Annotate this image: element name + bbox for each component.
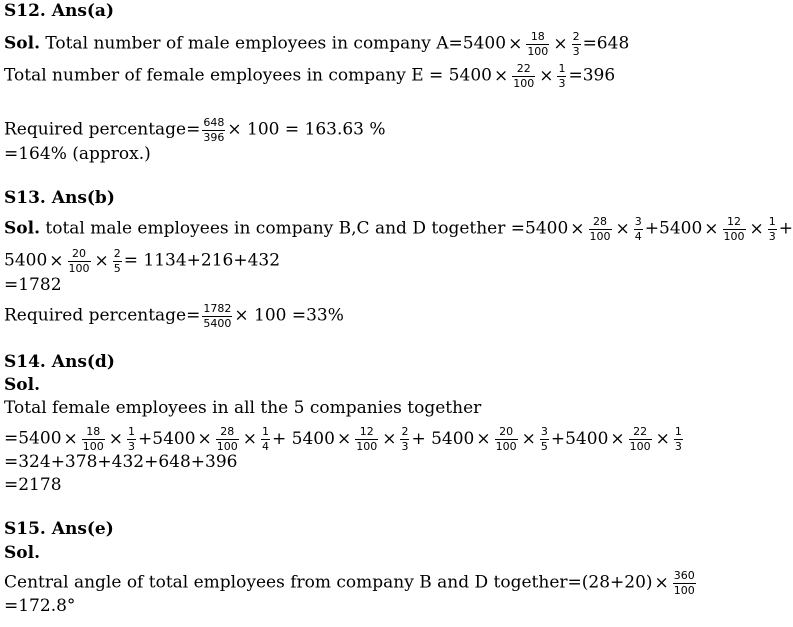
fraction: $\frac{1}{3}$ xyxy=(674,425,682,453)
fraction: $\frac{1}{3}$ xyxy=(128,425,136,453)
s14-line4: =2178 xyxy=(4,475,62,495)
s15-line2: =172.8° xyxy=(4,596,76,616)
s13-line3: =1782 xyxy=(4,275,62,295)
s13-line4: Required percentage= $\frac{1782}{5400}$ × 100 =33% xyxy=(4,302,344,330)
s14-line3: =324+378+432+648+396 xyxy=(4,452,238,472)
fraction: $\frac{18}{100}$ xyxy=(82,425,104,453)
s13-line1: Sol. total male employees in company B,C and D together =5400 × $\frac{28}{100}$ × $\frac{3}{4}$ +5400 × $\frac{12}{100}$ × $\frac{1}{3}$ + xyxy=(4,215,793,243)
fraction: $\frac{2}{3}$ xyxy=(401,425,409,453)
s13-sol-label: Sol. xyxy=(4,218,40,239)
s12-line1: Sol. Total number of male employees in company A=5400 × $\frac{18}{100}$ × $\frac{2}{3}$ =648 xyxy=(4,30,630,58)
s13-heading: S13. Ans(b) xyxy=(4,188,115,208)
fraction: $\frac{22}{100}$ xyxy=(629,425,651,453)
s12-heading: S12. Ans(a) xyxy=(4,1,114,21)
term-separator: + 5400 xyxy=(272,428,335,449)
term-separator: + 5400 xyxy=(411,428,475,449)
s14-heading: S14. Ans(d) xyxy=(4,352,115,372)
s15-sol-label: Sol. xyxy=(4,543,40,563)
fraction: $\frac{12}{100}$ xyxy=(356,425,378,453)
s12-line4: =164% (approx.) xyxy=(4,144,151,164)
fraction: $\frac{28}{100}$ xyxy=(216,425,238,453)
s14-line1: Total female employees in all the 5 companies together xyxy=(4,398,482,418)
s15-line1: Central angle of total employees from company B and D together=(28+20) × $\frac{360}{100}$ xyxy=(4,569,695,597)
fraction: $\frac{20}{100}$ xyxy=(495,425,517,453)
s14-line2: =5400 × $\frac{18}{100}$ × $\frac{1}{3}$ +5400 × $\frac{28}{100}$ × $\frac{1}{4}$ + 5400 × $\frac{12}{100}$ × $\frac{2}{3}$ + 5400 × $\frac{20}{100}$ × $\frac{3}{5}$ +5400 × $\frac{22}{100}$ × $\frac{1}{3}$ xyxy=(4,426,685,452)
s14-terms: × $\frac{18}{100}$ × $\frac{1}{3}$ +5400 × $\frac{28}{100}$ × $\frac{1}{4}$ + 5400 × $\frac{12}{100}$ × $\frac{2}{3}$ + 5400 × $\frac{20}{100}$ × $\frac{3}{5}$ +5400 × $\frac{22}{100}$ × $\frac{1}{3}$ xyxy=(63,425,682,453)
term-separator: +5400 xyxy=(138,428,196,449)
s15-heading: S15. Ans(e) xyxy=(4,519,114,539)
s14-sol-label: Sol. xyxy=(4,375,40,395)
fraction: $\frac{1}{4}$ xyxy=(262,425,270,453)
term-separator: +5400 xyxy=(550,428,609,449)
s12-sol-label: Sol. xyxy=(4,33,40,54)
s12-line3: Required percentage= $\frac{648}{396}$ × 100 = 163.63 % xyxy=(4,116,386,144)
s12-line2: Total number of female employees in company E = 5400 × $\frac{22}{100}$ × $\frac{1}{3}$ =396 xyxy=(4,62,616,90)
fraction: $\frac{3}{5}$ xyxy=(540,425,548,453)
s13-line2: 5400 × $\frac{20}{100}$ × $\frac{2}{5}$ = 1134+216+432 xyxy=(4,247,281,275)
